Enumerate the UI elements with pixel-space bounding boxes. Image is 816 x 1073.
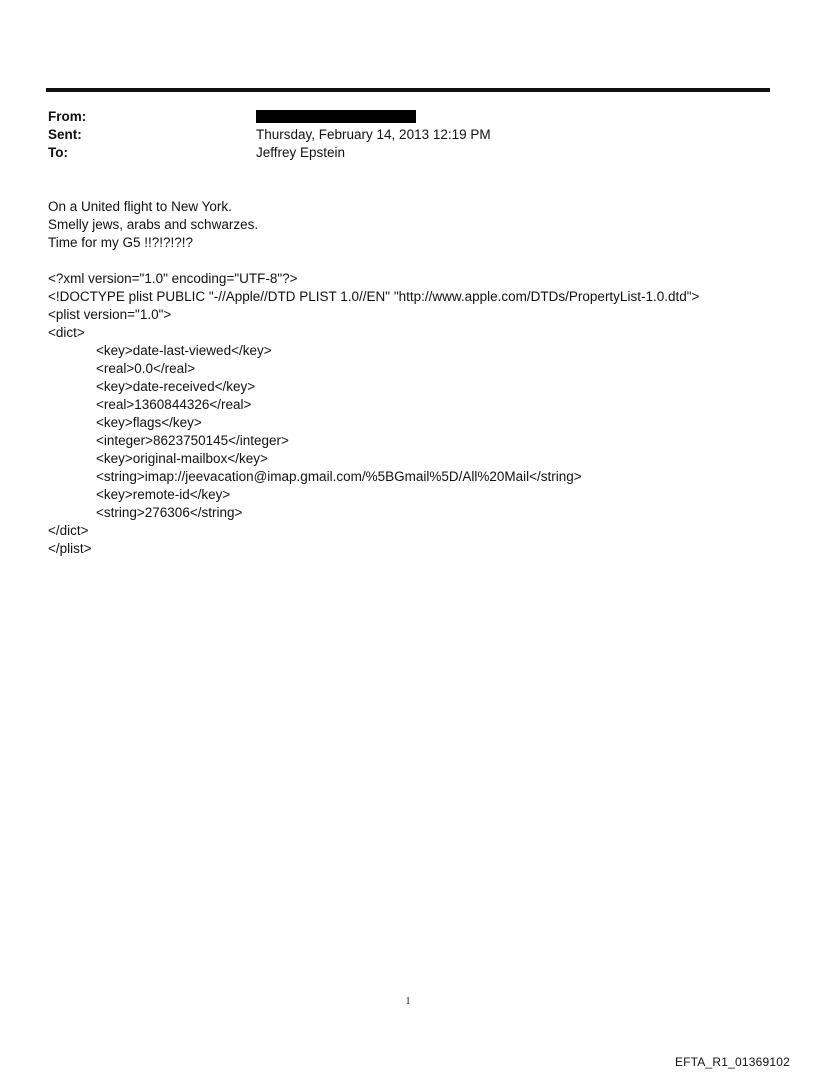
sent-row (48, 126, 768, 144)
from-label: From: (48, 109, 87, 124)
sent-value: Thursday, February 14, 2013 12:19 PM (256, 127, 491, 142)
from-value (256, 108, 416, 126)
email-header (48, 108, 768, 162)
dict-open-tag: <dict> (48, 325, 85, 340)
plist-entry: <string>276306</string> (96, 505, 243, 520)
header-rule (46, 88, 770, 92)
plist-xml-declaration: <?xml version="1.0" encoding="UTF-8"?> (48, 271, 298, 286)
dict-close-tag: </dict> (48, 523, 89, 538)
page-number: 1 (405, 996, 411, 1007)
plist-entry: <string>imap://jeevacation@imap.gmail.com/%5BGmail%5D/All%20Mail</string> (96, 469, 582, 484)
email-body (48, 198, 768, 558)
plist-close-tag: </plist> (48, 541, 92, 556)
from-row (48, 108, 768, 126)
plist-entry: <real>0.0</real> (96, 361, 196, 376)
plist-entry: <key>date-received</key> (96, 379, 256, 394)
plist-entry: <key>original-mailbox</key> (96, 451, 268, 466)
redaction-bar (256, 110, 416, 123)
message-line: Smelly jews, arabs and schwarzes. (48, 217, 259, 232)
to-label: To: (48, 145, 68, 160)
to-value: Jeffrey Epstein (256, 145, 346, 160)
plist-entry: <real>1360844326</real> (96, 397, 252, 412)
plist-entry: <key>date-last-viewed</key> (96, 343, 272, 358)
sent-label: Sent: (48, 127, 82, 142)
plist-entry: <integer>8623750145</integer> (96, 433, 289, 448)
message-line: Time for my G5 !!?!?!?!? (48, 235, 194, 250)
message-line: On a United flight to New York. (48, 199, 232, 214)
plist-entry: <key>remote-id</key> (96, 487, 231, 502)
plist-open-tag: <plist version="1.0"> (48, 307, 172, 322)
plist-entry: <key>flags</key> (96, 415, 202, 430)
plist-doctype: <!DOCTYPE plist PUBLIC "-//Apple//DTD PLIST 1.0//EN" "http://www.apple.com/DTDs/PropertyList-1.0.dtd"> (48, 289, 700, 304)
spacer (48, 252, 768, 270)
document-id: EFTA_R1_01369102 (674, 1055, 790, 1069)
to-row (48, 144, 768, 162)
